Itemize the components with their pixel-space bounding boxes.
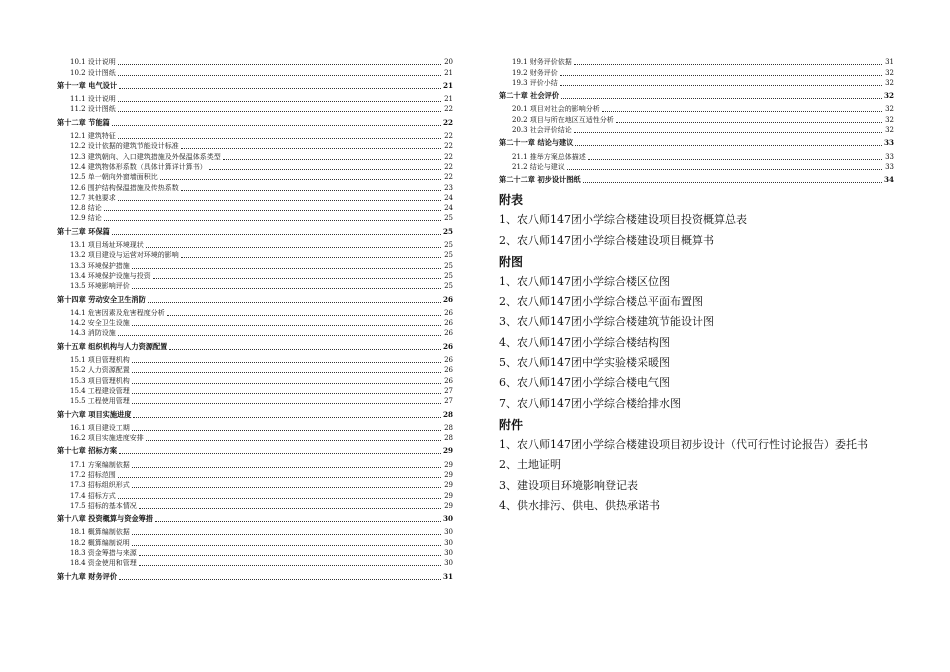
toc-entry-title: 19.2 财务评价 — [512, 68, 558, 77]
toc-section-entry[interactable] — [57, 131, 453, 141]
toc-dot-leader — [118, 111, 441, 112]
toc-page-number: 32 — [883, 91, 894, 101]
toc-section-entry[interactable] — [57, 318, 453, 328]
toc-chapter-entry[interactable] — [499, 138, 894, 148]
toc-dot-leader — [112, 234, 441, 235]
toc-dot-leader — [181, 257, 441, 258]
toc-entry-title: 第十五章 组织机构与人力资源配置 — [57, 341, 168, 351]
toc-page-number: 21 — [444, 95, 453, 104]
toc-chapter-entry[interactable] — [499, 91, 894, 101]
toc-dot-leader — [132, 268, 441, 269]
toc-section-entry[interactable] — [57, 182, 453, 192]
toc-entry-title: 第十二章 节能篇 — [57, 117, 110, 127]
toc-page-number: 29 — [442, 446, 453, 456]
toc-entry-title: 18.3 资金筹措与来源 — [70, 549, 137, 558]
toc-entry-title: 14.1 危害因素及危害程度分析 — [70, 308, 165, 317]
toc-section-entry[interactable] — [57, 308, 453, 318]
toc-entry-title: 12.1 建筑特征 — [70, 132, 116, 141]
toc-page-number: 22 — [444, 162, 453, 171]
toc-page-number: 26 — [444, 308, 453, 317]
toc-entry-title: 12.7 其他要求 — [70, 193, 116, 202]
toc-entry-title: 12.4 建筑物体形系数（具体计算详计算书） — [70, 162, 207, 171]
toc-dot-leader — [181, 148, 441, 149]
toc-dot-leader — [139, 555, 441, 556]
toc-page-number: 21 — [442, 80, 453, 90]
toc-section-entry[interactable] — [57, 271, 453, 281]
toc-section-entry[interactable] — [499, 162, 894, 172]
toc-page-number: 25 — [444, 261, 453, 270]
toc-dot-leader — [139, 508, 441, 509]
toc-dot-leader — [181, 190, 441, 191]
appendix-item: 7、农八师147团小学综合楼给排水图 — [499, 396, 681, 410]
toc-entry-title: 20.3 社会评价结论 — [512, 126, 572, 135]
toc-section-entry[interactable] — [57, 328, 453, 338]
toc-dot-leader — [602, 111, 882, 112]
toc-entry-title: 13.5 环境影响评价 — [70, 282, 130, 291]
toc-entry-title: 15.3 项目管理机构 — [70, 376, 130, 385]
toc-dot-leader — [574, 64, 882, 65]
toc-chapter-entry[interactable] — [57, 341, 453, 351]
toc-section-entry[interactable] — [57, 365, 453, 375]
toc-dot-leader — [118, 101, 441, 102]
toc-page-number: 21 — [444, 68, 453, 77]
toc-entry-title: 17.2 招标范围 — [70, 470, 116, 479]
toc-chapter-entry[interactable] — [57, 226, 453, 236]
toc-page-number: 29 — [444, 470, 453, 479]
appendix-item: 1、农八师147团小学综合楼区位图 — [499, 274, 670, 288]
toc-page-number: 28 — [442, 409, 453, 419]
toc-entry-title: 19.3 评价小结 — [512, 78, 558, 87]
toc-page-number: 30 — [444, 549, 453, 558]
toc-entry-title: 12.9 结论 — [70, 214, 102, 223]
toc-page-number: 30 — [444, 528, 453, 537]
toc-entry-title: 12.2 设计依据的建筑节能设计标准 — [70, 142, 179, 151]
toc-section-entry[interactable] — [57, 172, 453, 182]
toc-dot-leader — [118, 138, 441, 139]
toc-entry-title: 第十一章 电气设计 — [57, 80, 118, 90]
toc-section-entry[interactable] — [57, 355, 453, 365]
toc-dot-leader — [169, 349, 441, 350]
toc-entry-title: 15.5 工程使用管理 — [70, 397, 130, 406]
toc-section-entry[interactable] — [57, 501, 453, 511]
appendix-item: 6、农八师147团小学综合楼电气图 — [499, 376, 670, 390]
toc-entry-title: 第十八章 投资概算与资金筹措 — [57, 514, 153, 524]
toc-dot-leader — [560, 85, 882, 86]
toc-entry-title: 12.3 建筑朝向、入口建筑措施及外保温体系类型 — [70, 152, 221, 161]
toc-page-number: 25 — [444, 214, 453, 223]
toc-page-number: 26 — [444, 319, 453, 328]
toc-dot-leader — [132, 383, 441, 384]
toc-entry-title: 21.2 结论与建议 — [512, 162, 565, 171]
toc-section-entry[interactable] — [57, 548, 453, 558]
toc-page-number: 22 — [444, 132, 453, 141]
toc-page-number: 26 — [442, 341, 453, 351]
toc-entry-title: 10.2 设计图纸 — [70, 68, 116, 77]
appendix-item: 2、农八师147团小学综合楼建设项目概算书 — [499, 233, 714, 247]
toc-section-entry[interactable] — [57, 470, 453, 480]
toc-dot-leader — [132, 487, 441, 488]
toc-page-number: 28 — [444, 434, 453, 443]
toc-page-number: 25 — [442, 226, 453, 236]
toc-entry-title: 第十六章 项目实施进度 — [57, 409, 132, 419]
toc-section-entry[interactable] — [57, 240, 453, 250]
appendix-heading: 附件 — [499, 417, 524, 432]
toc-entry-title: 13.3 环境保护措施 — [70, 261, 130, 270]
toc-page-number: 29 — [444, 501, 453, 510]
toc-dot-leader — [146, 440, 441, 441]
toc-section-entry[interactable] — [57, 527, 453, 537]
toc-entry-title: 20.2 项目与所在地区互适性分析 — [512, 115, 614, 124]
toc-entry-title: 12.6 围护结构保温措施及传热系数 — [70, 183, 179, 192]
toc-chapter-entry[interactable] — [57, 117, 453, 127]
toc-entry-title: 12.8 结论 — [70, 204, 102, 213]
toc-entry-title: 21.1 推举方案总体描述 — [512, 152, 586, 161]
toc-section-entry[interactable] — [57, 433, 453, 443]
toc-dot-leader — [119, 88, 441, 89]
toc-page-number: 22 — [444, 173, 453, 182]
toc-section-entry[interactable] — [57, 203, 453, 213]
toc-dot-leader — [118, 477, 441, 478]
toc-dot-leader — [209, 169, 441, 170]
toc-dot-leader — [132, 288, 441, 289]
toc-section-entry[interactable] — [57, 386, 453, 396]
toc-entry-title: 14.3 消防设施 — [70, 329, 116, 338]
toc-entry-title: 12.5 单一朝向外窗墙面积比 — [70, 173, 158, 182]
toc-page-number: 22 — [444, 152, 453, 161]
toc-page-number: 27 — [444, 386, 453, 395]
toc-section-entry[interactable] — [499, 125, 894, 135]
toc-dot-leader — [118, 335, 441, 336]
toc-page-number: 31 — [442, 571, 453, 581]
toc-entry-title: 17.4 招标方式 — [70, 491, 116, 500]
appendix-item: 3、建设项目环境影响登记表 — [499, 478, 638, 492]
toc-dot-leader — [118, 498, 441, 499]
toc-page-number: 32 — [885, 78, 894, 87]
toc-entry-title: 18.2 概算编制说明 — [70, 538, 130, 547]
toc-entry-title: 18.1 概算编制依据 — [70, 528, 130, 537]
appendix-item: 2、农八师147团小学综合楼总平面布置图 — [499, 295, 703, 309]
toc-dot-leader — [119, 453, 441, 454]
toc-dot-leader — [567, 169, 882, 170]
toc-section-entry[interactable] — [57, 193, 453, 203]
toc-page-number: 32 — [885, 115, 894, 124]
appendix-item: 3、农八师147团小学综合楼建筑节能设计图 — [499, 315, 714, 329]
toc-page-number: 30 — [444, 538, 453, 547]
toc-page-number: 26 — [444, 329, 453, 338]
toc-entry-title: 18.4 资金使用和管理 — [70, 559, 137, 568]
toc-page-number: 24 — [444, 193, 453, 202]
toc-chapter-entry[interactable] — [57, 446, 453, 456]
toc-dot-leader — [118, 64, 441, 65]
toc-dot-leader — [588, 159, 882, 160]
toc-right-entries — [499, 57, 894, 185]
toc-entry-title: 13.2 项目建设与运营对环境的影响 — [70, 251, 179, 260]
toc-page-number: 25 — [444, 241, 453, 250]
toc-dot-leader — [132, 430, 441, 431]
toc-section-entry[interactable] — [57, 396, 453, 406]
toc-dot-leader — [575, 145, 882, 146]
toc-page-number: 33 — [885, 152, 894, 161]
toc-dot-leader — [139, 565, 441, 566]
toc-entry-title: 第二十二章 初步设计图纸 — [499, 175, 581, 185]
toc-dot-leader — [132, 467, 441, 468]
toc-dot-leader — [561, 98, 882, 99]
toc-dot-leader — [160, 179, 441, 180]
appendix-item: 4、农八师147团小学综合楼结构图 — [499, 335, 670, 349]
toc-entry-title: 16.1 项目建设工期 — [70, 423, 130, 432]
toc-dot-leader — [153, 278, 441, 279]
toc-section-entry[interactable] — [57, 151, 453, 161]
toc-dot-leader — [118, 75, 441, 76]
toc-entry-title: 第十三章 环保篇 — [57, 226, 110, 236]
toc-entry-title: 11.2 设计图纸 — [70, 105, 116, 114]
toc-dot-leader — [132, 372, 441, 373]
toc-dot-leader — [132, 325, 441, 326]
toc-dot-leader — [167, 315, 441, 316]
toc-dot-leader — [112, 125, 441, 126]
toc-page-number: 29 — [444, 491, 453, 500]
toc-chapter-entry[interactable] — [57, 514, 453, 524]
toc-dot-leader — [119, 579, 441, 580]
toc-entry-title: 11.1 设计说明 — [70, 95, 116, 104]
toc-dot-leader — [616, 122, 882, 123]
toc-entry-title: 15.2 人力资源配置 — [70, 366, 130, 375]
toc-dot-leader — [574, 132, 882, 133]
toc-page-number: 27 — [444, 397, 453, 406]
appendix-heading: 附图 — [499, 254, 524, 269]
toc-page-number: 30 — [442, 514, 453, 524]
toc-dot-leader — [104, 220, 441, 221]
toc-entry-title: 15.4 工程建设管理 — [70, 386, 130, 395]
toc-page-number: 32 — [885, 68, 894, 77]
toc-section-entry[interactable] — [57, 537, 453, 547]
toc-section-entry[interactable] — [57, 558, 453, 568]
toc-section-entry[interactable] — [57, 423, 453, 433]
toc-entry-title: 17.3 招标组织形式 — [70, 481, 130, 490]
toc-entry-title: 第十七章 招标方案 — [57, 446, 118, 456]
toc-page-number: 30 — [444, 559, 453, 568]
toc-entry-title: 第二十一章 结论与建议 — [499, 138, 574, 148]
toc-section-entry[interactable] — [57, 162, 453, 172]
toc-chapter-entry[interactable] — [57, 409, 453, 419]
toc-entry-title: 13.4 环境保护设施与投资 — [70, 271, 151, 280]
toc-page-number: 25 — [444, 251, 453, 260]
toc-dot-leader — [132, 534, 441, 535]
toc-page-number: 25 — [444, 282, 453, 291]
toc-dot-leader — [148, 302, 441, 303]
toc-dot-leader — [146, 247, 441, 248]
toc-entry-title: 13.1 项目场址环境现状 — [70, 241, 144, 250]
toc-page-number: 22 — [444, 105, 453, 114]
toc-dot-leader — [133, 417, 441, 418]
toc-page-number: 32 — [885, 105, 894, 114]
toc-page-number: 26 — [442, 294, 453, 304]
appendix-item: 5、农八师147团中学实验楼采暖图 — [499, 356, 670, 370]
toc-section-entry[interactable] — [499, 67, 894, 77]
toc-entry-title: 17.1 方案编制依据 — [70, 460, 130, 469]
toc-entry-title: 第十九章 财务评价 — [57, 571, 118, 581]
appendix-item: 4、供水排污、供电、供热承诺书 — [499, 498, 660, 512]
toc-page-number: 33 — [885, 162, 894, 171]
toc-section-entry[interactable] — [499, 104, 894, 114]
toc-page-number: 22 — [442, 117, 453, 127]
toc-page-number: 22 — [444, 142, 453, 151]
toc-section-entry[interactable] — [57, 57, 453, 67]
toc-dot-leader — [118, 200, 441, 201]
toc-section-entry[interactable] — [57, 281, 453, 291]
toc-page-number: 24 — [444, 204, 453, 213]
toc-entry-title: 15.1 项目管理机构 — [70, 356, 130, 365]
toc-page-number: 20 — [444, 58, 453, 67]
toc-page-number: 26 — [444, 356, 453, 365]
toc-section-entry[interactable] — [57, 260, 453, 270]
toc-dot-leader — [104, 210, 441, 211]
toc-page-number: 29 — [444, 460, 453, 469]
toc-page-number: 25 — [444, 271, 453, 280]
toc-entry-title: 10.1 设计说明 — [70, 58, 116, 67]
toc-chapter-entry[interactable] — [57, 571, 453, 581]
toc-section-entry[interactable] — [57, 490, 453, 500]
toc-dot-leader — [560, 75, 882, 76]
toc-page-number: 26 — [444, 376, 453, 385]
toc-section-entry[interactable] — [57, 94, 453, 104]
toc-page-number: 23 — [444, 183, 453, 192]
toc-page-number: 32 — [885, 126, 894, 135]
toc-dot-leader — [132, 362, 441, 363]
toc-page-number: 31 — [885, 58, 894, 67]
toc-entry-title: 第二十章 社会评价 — [499, 91, 560, 101]
toc-section-entry[interactable] — [57, 250, 453, 260]
toc-entry-title: 16.2 项目实施进度安排 — [70, 434, 144, 443]
toc-section-entry[interactable] — [499, 78, 894, 88]
toc-section-entry[interactable] — [57, 213, 453, 223]
appendix-list — [499, 191, 894, 516]
toc-dot-leader — [155, 521, 441, 522]
toc-page-number: 34 — [883, 175, 894, 185]
toc-entry-title: 第十四章 劳动安全卫生消防 — [57, 294, 146, 304]
toc-section-entry[interactable] — [57, 67, 453, 77]
toc-section-entry[interactable] — [57, 104, 453, 114]
toc-page-number: 28 — [444, 423, 453, 432]
appendix-heading: 附表 — [499, 193, 524, 208]
toc-entry-title: 14.2 安全卫生设施 — [70, 319, 130, 328]
toc-entry-title: 19.1 财务评价依据 — [512, 58, 572, 67]
toc-chapter-entry[interactable] — [57, 81, 453, 91]
toc-entry-title: 17.5 招标的基本情况 — [70, 501, 137, 510]
toc-section-entry[interactable] — [499, 151, 894, 161]
toc-page-number: 33 — [883, 138, 894, 148]
appendix-item: 1、农八师147团小学综合楼建设项目初步设计（代可行性讨论报告）委托书 — [499, 437, 868, 451]
toc-section-entry[interactable] — [57, 459, 453, 469]
toc-dot-leader — [132, 393, 441, 394]
appendix-item: 2、土地证明 — [499, 458, 561, 472]
toc-section-entry[interactable] — [57, 141, 453, 151]
appendix-item: 1、农八师147团小学综合楼建设项目投资概算总表 — [499, 213, 747, 227]
toc-section-entry[interactable] — [57, 375, 453, 385]
toc-entry-title: 20.1 项目对社会的影响分析 — [512, 105, 600, 114]
toc-chapter-entry[interactable] — [499, 175, 894, 185]
toc-left-column — [57, 57, 453, 585]
toc-right-column — [499, 57, 894, 516]
toc-dot-leader — [132, 545, 441, 546]
toc-dot-leader — [223, 159, 441, 160]
toc-page-number: 26 — [444, 366, 453, 375]
toc-section-entry[interactable] — [499, 57, 894, 67]
toc-dot-leader — [583, 182, 882, 183]
toc-page-number: 29 — [444, 481, 453, 490]
toc-dot-leader — [132, 403, 441, 404]
toc-chapter-entry[interactable] — [57, 294, 453, 304]
toc-section-entry[interactable] — [499, 114, 894, 124]
toc-section-entry[interactable] — [57, 480, 453, 490]
